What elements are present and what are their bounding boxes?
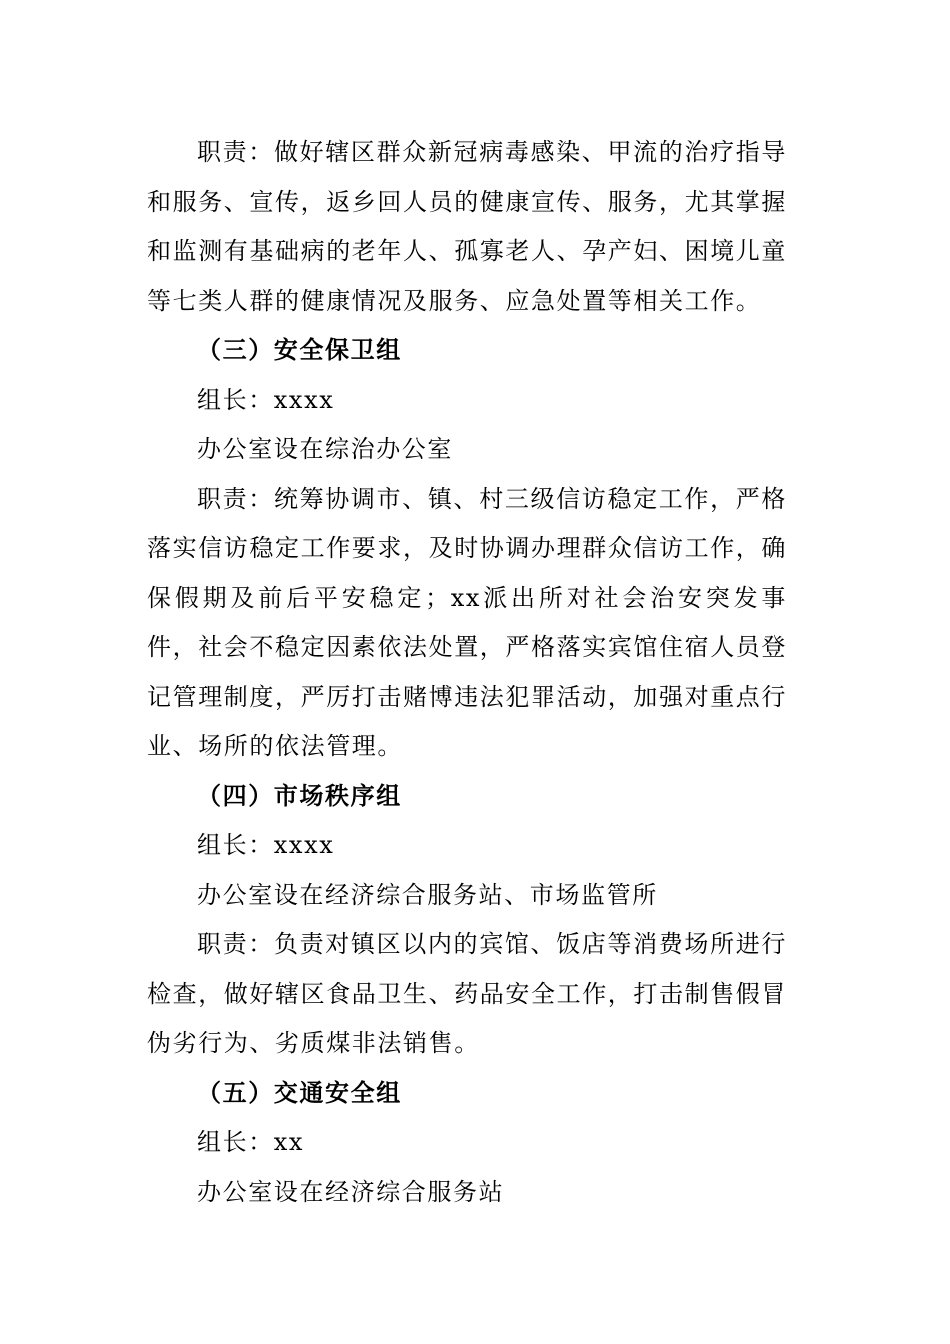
duty-paragraph-market: 职责：负责对镇区以内的宾馆、饭店等消费场所进行检查，做好辖区食品卫生、药品安全工作，打击制售假冒伪劣行为、劣质煤非法销售。 [147, 930, 787, 1057]
duty-paragraph-security: 职责：统筹协调市、镇、村三级信访稳定工作，严格落实信访稳定工作要求，及时协调办理群众信访工作，确保假期及前后平安稳定；xx派出所对社会治安突发事件，社会不稳定因素依法处置，严格落实宾馆住宿人员登记管理制度，严厉打击赌博违法犯罪活动，加强对重点行业、场所的依法管理。 [147, 484, 787, 760]
group-leader-market: 组长：xxxx [197, 831, 335, 859]
office-location-security: 办公室设在综治办公室 [197, 435, 453, 463]
section-heading-security: （三）安全保卫组 [197, 336, 402, 364]
duty-paragraph-health: 职责：做好辖区群众新冠病毒感染、甲流的治疗指导和服务、宣传，返乡回人员的健康宣传、服务，尤其掌握和监测有基础病的老年人、孤寡老人、孕产妇、困境儿童等七类人群的健康情况及服务、应急处置等相关工作。 [147, 138, 787, 315]
section-heading-traffic: （五）交通安全组 [197, 1078, 402, 1107]
section-heading-market: （四）市场秩序组 [197, 781, 402, 810]
group-leader-security: 组长：xxxx [197, 385, 335, 414]
office-location-market: 办公室设在经济综合服务站、市场监管所 [197, 880, 658, 909]
document-body [147, 128, 787, 1217]
office-location-traffic: 办公室设在经济综合服务站 [197, 1177, 505, 1206]
group-leader-traffic: 组长：xx [197, 1128, 305, 1156]
